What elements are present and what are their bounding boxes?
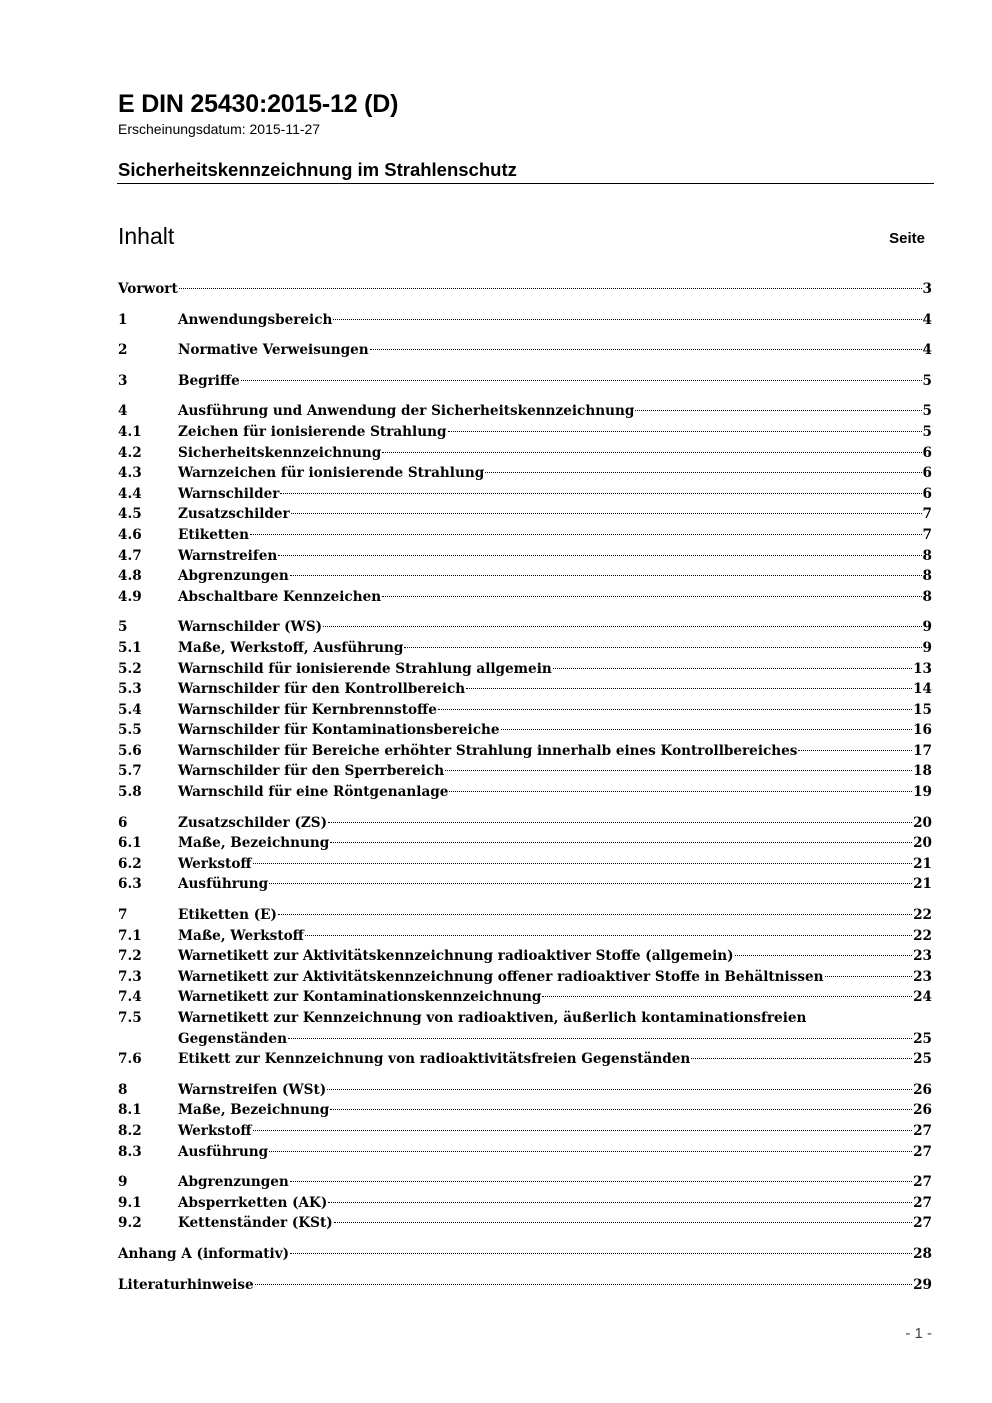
toc-entry[interactable]: [118, 1275, 932, 1296]
toc-entry[interactable]: [118, 874, 932, 895]
toc-entry[interactable]: [118, 546, 932, 567]
toc-dot-leader: [250, 534, 922, 535]
toc-entry-page: 27: [913, 1194, 932, 1211]
toc-entry-line: [178, 926, 932, 947]
toc-entry-line: [178, 484, 932, 505]
toc-dot-leader: [445, 770, 912, 771]
toc-dot-leader: [485, 472, 921, 473]
toc-entry-line: [178, 659, 932, 680]
toc-entry[interactable]: [118, 587, 932, 608]
toc-entry-line: [178, 525, 932, 546]
toc-entry-page: 24: [913, 989, 932, 1006]
toc-entry[interactable]: [118, 1244, 932, 1265]
toc-entry-line: [118, 1275, 932, 1296]
toc-dot-leader: [448, 431, 922, 432]
toc-entry[interactable]: [118, 525, 932, 546]
toc-entry-page: 7: [922, 506, 932, 523]
toc-entry[interactable]: [118, 1049, 932, 1070]
toc-entry-number: 7.6: [118, 1051, 142, 1068]
publication-date: Erscheinungsdatum: 2015-11-27: [118, 121, 321, 137]
toc-entry-number: 6.1: [118, 835, 142, 852]
toc-entry[interactable]: [118, 638, 932, 659]
toc-entry-title: Warnstreifen (WSt): [178, 1081, 327, 1098]
toc-entry[interactable]: [118, 401, 932, 422]
toc-entry-title: Warnzeichen für ionisierende Strahlung: [178, 465, 485, 482]
toc-entry[interactable]: [118, 926, 932, 947]
toc-dot-leader: [404, 647, 921, 648]
toc-entry-number: 4: [118, 403, 128, 420]
toc-entry-title: Warnschilder (WS): [178, 619, 323, 636]
page-number: - 1 -: [905, 1325, 932, 1342]
toc-entry[interactable]: [118, 1213, 932, 1234]
toc-entry[interactable]: [118, 700, 932, 721]
toc-entry-line: [178, 1029, 932, 1050]
toc-dot-leader: [328, 1202, 912, 1203]
toc-entry-page: 23: [913, 968, 932, 985]
toc-entry-title: Ausführung: [178, 876, 269, 893]
toc-entry-line: [178, 854, 932, 875]
toc-entry[interactable]: [118, 484, 932, 505]
toc-entry-number: 4.4: [118, 485, 142, 502]
toc-entry-page: 6: [922, 465, 932, 482]
toc-entry-page: 26: [913, 1102, 932, 1119]
toc-dot-leader: [735, 955, 913, 956]
toc-entry[interactable]: [118, 617, 932, 638]
toc-dot-leader: [290, 1181, 912, 1182]
toc-entry-title: Ausführung und Anwendung der Sicherheitskennzeichnung: [178, 403, 635, 420]
toc-entry[interactable]: [118, 854, 932, 875]
toc-entry-page: 8: [922, 588, 932, 605]
toc-entry-number: 1: [118, 311, 128, 328]
toc-entry[interactable]: [118, 967, 932, 988]
toc-entry[interactable]: [118, 833, 932, 854]
toc-entry-title: Abschaltbare Kennzeichen: [178, 588, 382, 605]
toc-dot-leader: [635, 410, 921, 411]
toc-entry-number: 8.3: [118, 1143, 142, 1160]
toc-entry-line: [178, 987, 932, 1008]
toc-dot-leader: [288, 1038, 912, 1039]
toc-entry-page: 27: [913, 1174, 932, 1191]
toc-entry-page: 17: [913, 742, 932, 759]
toc-entry-line: [178, 813, 932, 834]
toc-dot-leader: [382, 452, 921, 453]
toc-entry-title: Literaturhinweise: [118, 1276, 254, 1293]
toc-entry-number: 7.1: [118, 927, 142, 944]
toc-entry-number: 8.1: [118, 1102, 142, 1119]
toc-entry[interactable]: [118, 340, 932, 361]
toc-entry[interactable]: [118, 279, 932, 300]
toc-entry-number: 9.1: [118, 1194, 142, 1211]
toc-entry[interactable]: [118, 1008, 932, 1049]
toc-entry-line: [178, 1121, 932, 1142]
toc-dot-leader: [328, 822, 912, 823]
toc-entry-page: 27: [913, 1122, 932, 1139]
toc-dot-leader: [278, 914, 912, 915]
toc-dot-leader: [179, 288, 922, 289]
toc-entry-title: Warnschilder für Kontaminationsbereiche: [178, 722, 500, 739]
toc-entry-page: 20: [913, 835, 932, 852]
toc-entry-line: [178, 1142, 932, 1163]
toc-dot-leader: [330, 1109, 912, 1110]
toc-dot-leader: [290, 1253, 912, 1254]
toc-entry-page: 14: [913, 681, 932, 698]
toc-entry-title: Maße, Bezeichnung: [178, 835, 330, 852]
toc-entry-number: 5.2: [118, 660, 142, 677]
toc-entry-page: 4: [922, 342, 932, 359]
toc-entry-title: Warnschilder für Bereiche erhöhter Strahlung innerhalb eines Kontrollbereiches: [178, 742, 798, 759]
toc-entry-page: 25: [913, 1030, 932, 1047]
toc-entry-title: Warnschild für eine Röntgenanlage: [178, 784, 449, 801]
toc-entry[interactable]: [118, 987, 932, 1008]
toc-entry-number: 5.3: [118, 681, 142, 698]
toc-dot-leader: [291, 513, 922, 514]
toc-entry-title: Maße, Werkstoff: [178, 927, 304, 944]
toc-entry-title: Warnschilder für den Kontrollbereich: [178, 681, 466, 698]
toc-entry-line: [178, 463, 932, 484]
toc-entry-title: Warnetikett zur Aktivitätskennzeichnung offener radioaktiver Stoffe in Behältnissen: [178, 968, 824, 985]
toc-entry-page: 28: [913, 1245, 932, 1262]
toc-entry-line: [178, 1100, 932, 1121]
toc-entry[interactable]: [118, 443, 932, 464]
toc-entry-title: Warnstreifen: [178, 547, 278, 564]
toc-entry-title: Maße, Bezeichnung: [178, 1102, 330, 1119]
toc-dot-leader: [255, 1284, 912, 1285]
toc-entry-number: 5.1: [118, 639, 142, 656]
toc-entry-page: 21: [913, 876, 932, 893]
toc-entry-title: Abgrenzungen: [178, 1174, 289, 1191]
toc-page-column-label: Seite: [889, 230, 925, 247]
toc-dot-leader: [553, 668, 912, 669]
toc-entry-page: 26: [913, 1081, 932, 1098]
toc-heading: Inhalt: [118, 223, 175, 249]
toc-entry-page: 8: [922, 547, 932, 564]
toc-entry-number: 6: [118, 814, 128, 831]
toc-entry-line: [178, 504, 932, 525]
toc-entry-line: [178, 546, 932, 567]
toc-entry-line: [178, 782, 932, 803]
toc-entry-number: 4.9: [118, 588, 142, 605]
toc-entry-line: [178, 1080, 932, 1101]
toc-entry-number: 8: [118, 1081, 128, 1098]
toc-entry-page: 22: [913, 907, 932, 924]
toc-entry-title: Ausführung: [178, 1143, 269, 1160]
toc-entry-title: Warnschild für ionisierende Strahlung allgemein: [178, 660, 552, 677]
toc-entry[interactable]: [118, 679, 932, 700]
toc-entry-line: [178, 679, 932, 700]
toc-entry-number: 2: [118, 342, 128, 359]
toc-entry-number: 7.5: [118, 1010, 142, 1026]
toc-entry[interactable]: [118, 1100, 932, 1121]
toc-entry-line: [178, 833, 932, 854]
toc-entry[interactable]: [118, 1172, 932, 1193]
toc-dot-leader: [382, 596, 921, 597]
toc-entry-page: 23: [913, 948, 932, 965]
toc-dot-leader: [330, 842, 912, 843]
toc-dot-leader: [305, 935, 912, 936]
toc-entry-line: [178, 1213, 932, 1234]
toc-entry[interactable]: [118, 310, 932, 331]
toc-entry-line: [178, 371, 932, 392]
toc-entry[interactable]: [118, 905, 932, 926]
toc-entry[interactable]: [118, 741, 932, 762]
toc-entry-page: 22: [913, 927, 932, 944]
toc-entry-title: Vorwort: [118, 281, 178, 297]
toc-entry-page: 3: [922, 281, 932, 297]
toc-entry-page: 27: [913, 1215, 932, 1232]
toc-entry-line: [178, 761, 932, 782]
toc-entry-title-line1: Warnetikett zur Kennzeichnung von radioaktiven, äußerlich kontaminationsfreien: [178, 1010, 807, 1026]
toc-entry-number: 9.2: [118, 1215, 142, 1232]
toc-dot-leader: [334, 1222, 912, 1223]
toc-entry-line: [178, 617, 932, 638]
toc-dot-leader: [501, 729, 913, 730]
toc-entry-page: 4: [922, 311, 932, 328]
toc-entry-page: 20: [913, 814, 932, 831]
toc-entry-number: 4.7: [118, 547, 142, 564]
toc-entry-number: 6.3: [118, 876, 142, 893]
toc-entry-title: Warnetikett zur Kontaminationskennzeichnung: [178, 989, 542, 1006]
toc-entry-line: [118, 1244, 932, 1265]
toc-dot-leader: [323, 626, 921, 627]
toc-entry-title: Sicherheitskennzeichnung: [178, 444, 382, 461]
toc-entry[interactable]: [118, 504, 932, 525]
toc-entry-title: Kettenständer (KSt): [178, 1215, 333, 1232]
toc-entry-number: 6.2: [118, 855, 142, 872]
toc-entry-number: 4.3: [118, 465, 142, 482]
toc-entry-line: [178, 401, 932, 422]
toc-entry-number: 5.8: [118, 784, 142, 801]
toc-dot-leader: [241, 380, 922, 381]
toc-dot-leader: [327, 1089, 912, 1090]
toc-entry-page: 18: [913, 763, 932, 780]
toc-dot-leader: [466, 688, 912, 689]
toc-entry[interactable]: [118, 1142, 932, 1163]
toc-entry-title: Zeichen für ionisierende Strahlung: [178, 423, 447, 440]
toc-entry-line: [178, 340, 932, 361]
toc-dot-leader: [798, 750, 912, 751]
toc-entry-title: Absperrketten (AK): [178, 1194, 328, 1211]
toc-dot-leader: [333, 319, 921, 320]
toc-entry-number: 5: [118, 619, 128, 636]
toc-entry-line: [178, 566, 932, 587]
toc-dot-leader: [280, 493, 921, 494]
toc-entry[interactable]: [118, 813, 932, 834]
toc-entry-number: 7.3: [118, 968, 142, 985]
toc-entry-number: 4.2: [118, 444, 142, 461]
toc-entry-title: Zusatzschilder: [178, 506, 290, 523]
toc-entry-number: 5.5: [118, 722, 142, 739]
toc-entry-line: [178, 1193, 932, 1214]
toc-dot-leader: [691, 1058, 912, 1059]
toc-entry-line: [178, 422, 932, 443]
toc-entry-title: Etikett zur Kennzeichnung von radioaktivitätsfreien Gegenständen: [178, 1051, 691, 1068]
toc-entry-page: 6: [922, 444, 932, 461]
toc-dot-leader: [825, 976, 913, 977]
toc-entry-page: 5: [922, 423, 932, 440]
toc-entry[interactable]: [118, 720, 932, 741]
toc-entry-page: 7: [922, 526, 932, 543]
toc-dot-leader: [542, 996, 912, 997]
toc-entry-line: [178, 443, 932, 464]
toc-entry-page: 25: [913, 1051, 932, 1068]
toc-entry-number: 7.2: [118, 948, 142, 965]
toc-entry[interactable]: [118, 946, 932, 967]
toc-dot-leader: [438, 709, 912, 710]
toc-entry-page: 15: [913, 701, 932, 718]
toc-entry-title: Normative Verweisungen: [178, 342, 369, 359]
toc-dot-leader: [278, 555, 921, 556]
toc-entry-title: Warnschilder: [178, 485, 280, 502]
toc-entry-line: [178, 1172, 932, 1193]
toc-entry-page: 16: [913, 722, 932, 739]
toc-entry-line: [178, 946, 932, 967]
toc-entry[interactable]: [118, 422, 932, 443]
toc-entry-title: Gegenständen: [178, 1030, 287, 1047]
toc-entry[interactable]: [118, 566, 932, 587]
toc-dot-leader: [269, 883, 912, 884]
toc-entry[interactable]: [118, 1080, 932, 1101]
toc-entry[interactable]: [118, 659, 932, 680]
toc-entry-page: 13: [913, 660, 932, 677]
toc-dot-leader: [449, 791, 912, 792]
toc-entry-title: Werkstoff: [178, 1122, 252, 1139]
toc-entry-number: 8.2: [118, 1122, 142, 1139]
toc-entry-number: 4.1: [118, 423, 142, 440]
toc-entry-line: [178, 874, 932, 895]
toc-dot-leader: [290, 575, 922, 576]
toc-entry-number: 9: [118, 1174, 128, 1191]
toc-entry-number: 5.6: [118, 742, 142, 759]
toc-entry-title: Anwendungsbereich: [178, 311, 333, 328]
toc-entry-number: 4.6: [118, 526, 142, 543]
toc-entry-number: 5.4: [118, 701, 142, 718]
toc-entry[interactable]: [118, 1193, 932, 1214]
toc-entry-page: 27: [913, 1143, 932, 1160]
toc-entry-line: [118, 279, 932, 300]
toc-entry[interactable]: [118, 782, 932, 803]
toc-entry-title: Warnetikett zur Aktivitätskennzeichnung radioaktiver Stoffe (allgemein): [178, 948, 734, 965]
toc-entry-title: Warnschilder für den Sperrbereich: [178, 763, 445, 780]
toc-entry-number: 3: [118, 372, 128, 389]
toc-dot-leader: [269, 1151, 912, 1152]
toc-entry-line: [178, 720, 932, 741]
toc-dot-leader: [370, 349, 922, 350]
toc-entry-number: 7: [118, 907, 128, 924]
toc-dot-leader: [253, 1130, 913, 1131]
table-of-contents: [118, 279, 932, 1295]
header-divider: [117, 183, 934, 184]
toc-entry-page: 6: [922, 485, 932, 502]
toc-entry-title: Begriffe: [178, 372, 240, 389]
toc-entry-number: 4.8: [118, 568, 142, 585]
toc-entry-page: 29: [913, 1276, 932, 1293]
toc-entry-page: 21: [913, 855, 932, 872]
toc-entry[interactable]: [118, 463, 932, 484]
toc-dot-leader: [253, 863, 913, 864]
toc-entry-line: [178, 1049, 932, 1070]
toc-entry-line: [178, 310, 932, 331]
toc-entry-page: 5: [922, 372, 932, 389]
toc-entry-title: Zusatzschilder (ZS): [178, 814, 328, 831]
toc-entry-title: Maße, Werkstoff, Ausführung: [178, 639, 404, 656]
toc-entry-page: 9: [922, 639, 932, 656]
toc-entry-page: 5: [922, 403, 932, 420]
toc-entry-title: Etiketten: [178, 526, 249, 543]
toc-entry-title: Abgrenzungen: [178, 568, 289, 585]
toc-entry[interactable]: [118, 761, 932, 782]
toc-entry-line: [178, 700, 932, 721]
toc-entry-line: [178, 905, 932, 926]
toc-entry-page: 8: [922, 568, 932, 585]
toc-entry-title: Werkstoff: [178, 855, 252, 872]
document-subject: Sicherheitskennzeichnung im Strahlenschutz: [118, 159, 517, 180]
toc-entry-page: 9: [922, 619, 932, 636]
document-title: E DIN 25430:2015-12 (D): [118, 90, 399, 118]
toc-entry-number: 4.5: [118, 506, 142, 523]
toc-entry-line: [178, 967, 932, 988]
toc-entry-number: 7.4: [118, 989, 142, 1006]
toc-entry-title: Anhang A (informativ): [118, 1245, 290, 1262]
toc-entry-title: Warnschilder für Kernbrennstoffe: [178, 701, 437, 718]
toc-entry-number: 5.7: [118, 763, 142, 780]
toc-entry-line: [178, 587, 932, 608]
toc-entry[interactable]: [118, 371, 932, 392]
toc-entry-page: 19: [913, 784, 932, 801]
toc-entry-title: Etiketten (E): [178, 907, 277, 924]
toc-entry-line: [178, 741, 932, 762]
toc-entry[interactable]: [118, 1121, 932, 1142]
toc-entry-line: [178, 638, 932, 659]
